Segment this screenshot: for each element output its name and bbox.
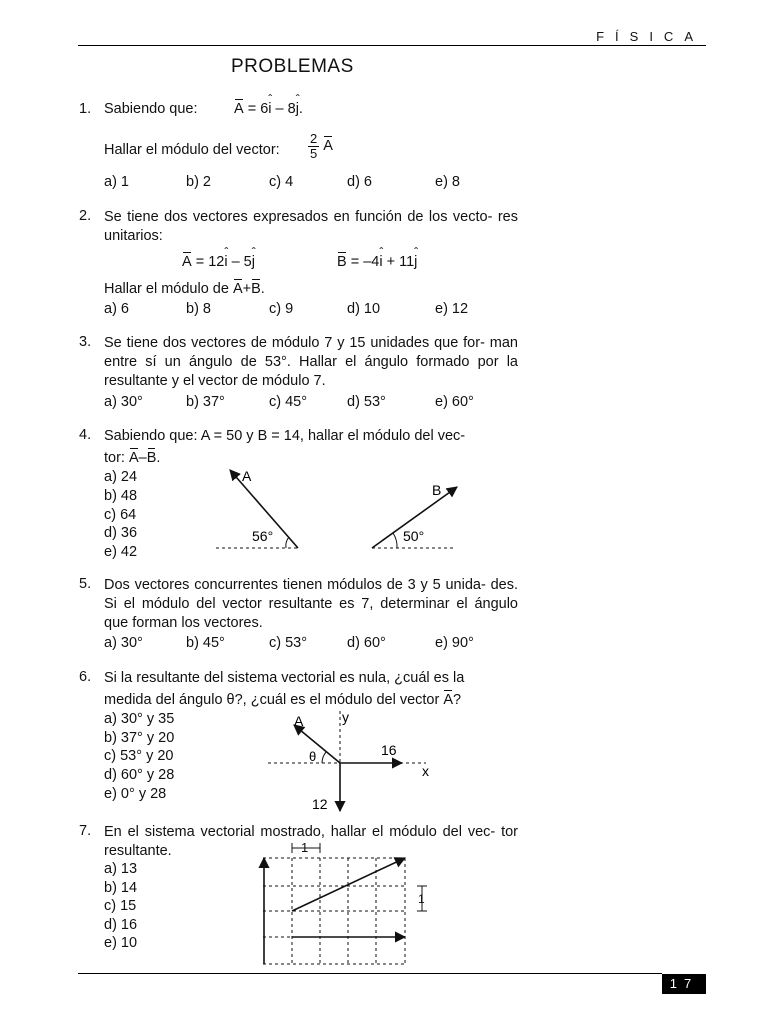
problem-7-option-d: d) 16: [104, 917, 138, 933]
magnitude-12-label: 12: [312, 796, 328, 812]
period: .: [260, 281, 265, 297]
problem-2-option-a: a) 6: [104, 301, 129, 317]
vector-a-label: A: [294, 713, 304, 729]
eq-part: = 12: [195, 254, 225, 270]
period: .: [156, 450, 161, 466]
problem-5-option-d: d) 60°: [347, 635, 386, 651]
section-header: FÍSICA: [596, 29, 704, 44]
problem-6-option-c: c) 53° y 20: [104, 748, 174, 764]
vector-a-symbol: A: [323, 138, 333, 155]
problem-2-option-c: c) 9: [269, 301, 294, 317]
problem-5-text: Dos vectores concurrentes tienen módulos de 3 y 5 unida- des. Si el módulo del vector resultante es 7, determinar el ángulo que forman los vectores.: [104, 577, 518, 631]
minus-sign: –: [138, 450, 147, 466]
dotted-grid: [263, 858, 405, 964]
problem-4-text: Sabiendo que: A = 50 y B = 14, hallar el módulo del vec-: [104, 428, 466, 444]
problem-7-number: 7.: [79, 823, 92, 839]
problem-5-option-c: c) 53°: [269, 635, 308, 651]
eq-part: – 8: [271, 101, 296, 117]
problem-7-text: En el sistema vectorial mostrado, hallar el módulo del vec- tor resultante.: [104, 824, 518, 859]
eq-part: = 6: [247, 101, 269, 117]
angle-a-label: 56°: [252, 528, 274, 544]
problem-5-option-a: a) 30°: [104, 635, 143, 651]
problem-6-text-line1: Si la resultante del sistema vectorial es nula, ¿cuál es la: [104, 670, 465, 686]
problem-7-option-a: a) 13: [104, 861, 138, 877]
problem-4-option-e: e) 42: [104, 544, 138, 560]
unit-j: ˆ j: [414, 254, 417, 270]
problem-6-option-e: e) 0° y 28: [104, 786, 167, 802]
unit-i: ˆ i: [268, 101, 271, 117]
problem-1-line2-text: Hallar el módulo del vector:: [104, 142, 280, 158]
vector-b-symbol: B: [251, 281, 261, 297]
problem-4-option-b: b) 48: [104, 488, 138, 504]
problem-7-figure: [255, 838, 435, 968]
page-number: 17: [662, 974, 706, 994]
vector-b-label: B: [432, 482, 442, 498]
theta-arc: [322, 752, 326, 763]
question-text: medida del ángulo θ?, ¿cuál es el módulo del vector: [104, 692, 440, 708]
problem-1-option-c: c) 4: [269, 174, 294, 190]
problem-3-text: Se tiene dos vectores de módulo 7 y 15 unidades que for- man entre sí un ángulo de 53°. Hallar el ángulo formado por la resultante y el vector de módulo 7.: [104, 335, 518, 389]
problem-4-number: 4.: [79, 427, 92, 443]
problem-3-option-b: b) 37°: [186, 394, 225, 410]
problem-6-option-d: d) 60° y 28: [104, 767, 175, 783]
vector-b-symbol: B: [337, 254, 347, 270]
problem-2-question: [104, 281, 265, 297]
problem-4-option-c: c) 64: [104, 507, 137, 523]
problem-2-option-d: d) 10: [347, 301, 381, 317]
unit-i: ˆ i: [224, 254, 227, 270]
magnitude-16-label: 16: [381, 742, 397, 758]
line-prefix: tor:: [104, 450, 125, 466]
problem-1-option-e: e) 8: [435, 174, 460, 190]
question-text: Hallar el módulo de: [104, 281, 229, 297]
vector-a-symbol: A: [182, 254, 192, 270]
vector-a-symbol: A: [128, 450, 139, 466]
eq-part: – 5: [227, 254, 252, 270]
problem-1-option-a: a) 1: [104, 174, 129, 190]
vector-a-label: A: [242, 468, 252, 484]
unit-j: ˆ j: [296, 101, 299, 117]
problem-5-option-b: b) 45°: [186, 635, 225, 651]
problem-4-option-a: a) 24: [104, 469, 138, 485]
vector-a-symbol: A: [232, 281, 243, 297]
angle-arc-a: [286, 537, 289, 548]
x-axis-label: x: [422, 763, 429, 779]
problem-6-option-a: a) 30° y 35: [104, 711, 175, 727]
problem-7-option-e: e) 10: [104, 935, 138, 951]
problem-6-option-b: b) 37° y 20: [104, 730, 175, 746]
problem-7-option-c: c) 15: [104, 898, 137, 914]
problem-4-figure: [200, 460, 480, 560]
fraction: [308, 132, 319, 161]
problem-1-number: 1.: [79, 101, 92, 117]
header-rule: [78, 45, 706, 46]
problem-5-option-e: e) 90°: [435, 635, 474, 651]
eq-part: = –4: [350, 254, 380, 270]
problem-2-option-b: b) 8: [186, 301, 211, 317]
problem-2-text: Se tiene dos vectores expresados en función de los vecto- res unitarios:: [104, 209, 518, 244]
vector-a-symbol: A: [443, 692, 454, 708]
eq-part: .: [298, 101, 303, 117]
unit-i: ˆ i: [379, 254, 382, 270]
problem-6-figure: [260, 705, 440, 817]
problem-1-line1-text: Sabiendo que:: [104, 101, 198, 117]
problem-3-option-a: a) 30°: [104, 394, 143, 410]
vector-b-symbol: B: [146, 450, 157, 466]
problem-7-option-b: b) 14: [104, 880, 138, 896]
page-title: PROBLEMAS: [231, 56, 354, 77]
fraction-denominator: 5: [310, 146, 318, 161]
unit-h-label: 1: [301, 840, 309, 855]
vector-a-symbol: A: [234, 101, 244, 117]
angle-arc-b: [393, 533, 397, 548]
vector-a-arrow: [294, 725, 340, 763]
problem-3-option-c: c) 45°: [269, 394, 308, 410]
problem-2-equation-a: [182, 254, 255, 270]
problem-5-number: 5.: [79, 576, 92, 592]
problem-1-equation: [234, 101, 303, 117]
fraction-numerator: 2: [310, 131, 318, 146]
unit-j: ˆ j: [252, 254, 255, 270]
theta-label: θ: [309, 749, 317, 764]
problem-6-number: 6.: [79, 669, 92, 685]
problem-2-number: 2.: [79, 208, 92, 224]
problem-2-option-e: e) 12: [435, 301, 469, 317]
problem-4-option-d: d) 36: [104, 525, 138, 541]
plus-sign: +: [242, 281, 252, 297]
unit-v-label: 1: [418, 892, 425, 906]
problem-1-option-b: b) 2: [186, 174, 211, 190]
question-mark: ?: [453, 692, 462, 708]
problem-1-fraction-expr: [308, 132, 333, 161]
problem-3-number: 3.: [79, 334, 92, 350]
y-axis-label: y: [342, 709, 349, 725]
footer-rule: [78, 973, 662, 974]
problem-4-line2: [104, 450, 160, 466]
angle-b-label: 50°: [403, 528, 425, 544]
problem-3-option-d: d) 53°: [347, 394, 386, 410]
problem-2-equation-b: [337, 254, 417, 270]
eq-part: + 11: [382, 254, 415, 270]
problem-1-option-d: d) 6: [347, 174, 372, 190]
problem-3-option-e: e) 60°: [435, 394, 474, 410]
